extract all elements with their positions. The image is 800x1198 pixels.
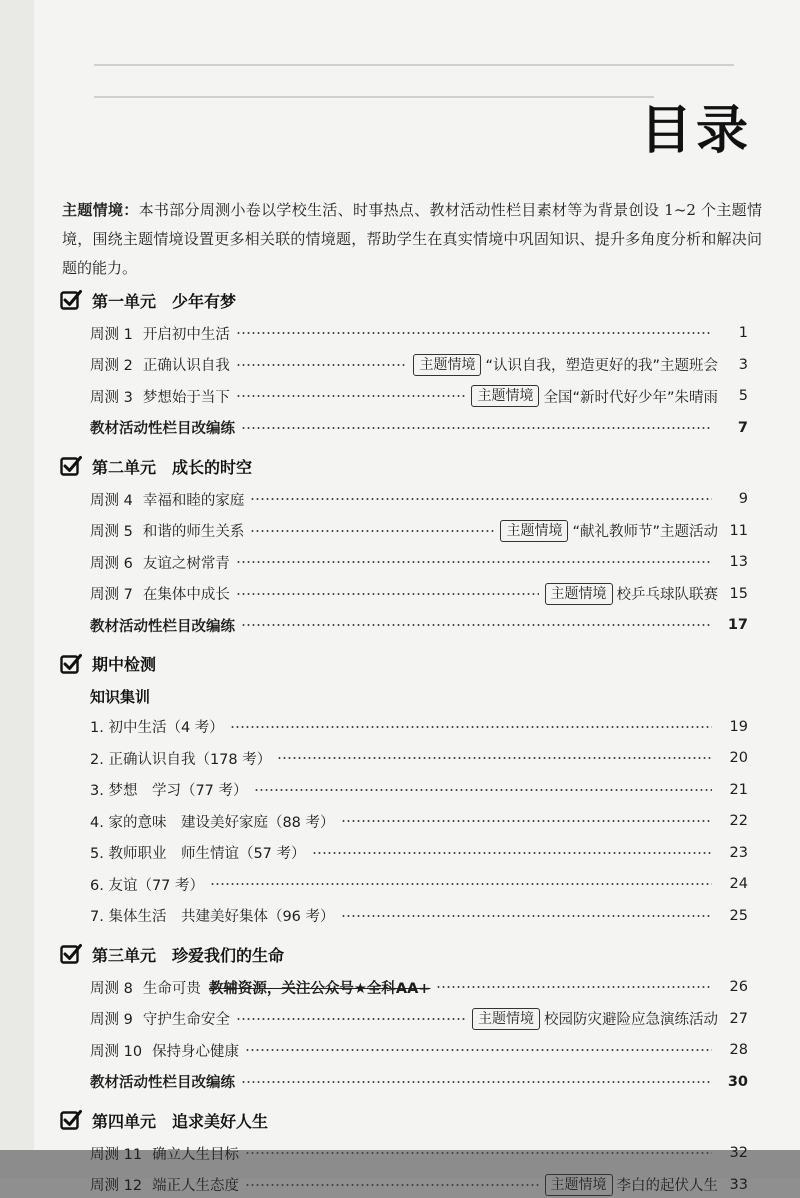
toc-row [90,1140,748,1166]
intro-text: 本书部分周测小卷以学校生活、时事热点、教材活动性栏目素材等为背景创设 1~2 个主题情境，围绕主题情境设置更多相关联的情境题，帮助学生在真实情境中巩固知识、提升多角度分析和解决问题的能力。 [62,201,762,277]
dot-leader [236,561,712,563]
page-number: 28 [729,1042,748,1058]
dot-leader [210,883,712,885]
checkbox-checked-icon [60,943,82,965]
toc-entry-title: 教材活动性栏目改编练 [90,421,235,437]
unit-title: 第一单元 少年有梦 [92,291,237,311]
checkbox-checked-icon [60,455,82,477]
watermark-text: 教辅资源，关注公众号★全科AA+ [208,980,431,997]
unit-header [60,650,156,678]
dot-leader [236,593,539,595]
toc-row [90,612,748,638]
dot-leader [254,789,712,791]
week-number: 周测 9 [90,1012,133,1028]
page-number: 15 [729,585,748,602]
page-number: 23 [729,844,748,861]
toc-entry-title: 在集体中成长 [142,587,230,603]
theme-context-description: 全国“新时代好少年”朱晴雨 [543,389,718,406]
theme-context-description: 李白的起伏人生 [616,1178,718,1194]
page-number: 17 [727,617,748,633]
toc-entry-title: 端正人生态度 [152,1178,240,1194]
unit-title: 第三单元 珍爱我们的生命 [92,945,285,965]
week-number: 周测 11 [90,1146,143,1163]
theme-context-badge: 主题情境 [545,1174,613,1196]
page-number: 21 [729,781,748,798]
toc-entry-title: 5. 教师职业 师生情谊（57 考） [90,846,306,862]
unit-title: 第四单元 追求美好人生 [92,1111,269,1131]
toc-row [90,745,748,771]
toc-row [90,1172,748,1198]
page-number: 5 [738,388,748,404]
toc-row [90,1006,748,1032]
page-number: 33 [729,1176,748,1193]
dot-leader [245,1184,538,1186]
week-number: 周测 2 [90,358,133,374]
unit-header [60,1106,268,1134]
theme-context-badge: 主题情境 [545,583,613,605]
week-number: 周测 1 [90,326,133,343]
page-number: 32 [729,1145,748,1161]
week-number: 周测 7 [90,587,133,603]
toc-entry-title: 守护生命安全 [142,1012,230,1028]
week-number: 周测 6 [90,555,133,572]
page-number: 7 [737,419,748,436]
toc-row [90,1069,748,1095]
week-number: 周测 3 [90,389,133,406]
dot-leader [245,1049,712,1051]
week-number: 周测 4 [90,492,133,509]
page-binding-edge [0,0,35,1150]
toc-row [90,581,748,607]
page-number: 27 [729,1010,748,1027]
dot-leader [236,332,712,334]
checkbox-checked-icon [60,1109,82,1131]
toc-entry-title: 6. 友谊（77 考） [90,877,205,894]
toc-row [90,415,748,441]
toc-entry-title: 保持身心健康 [152,1043,240,1060]
intro-label: 主题情境： [62,201,139,219]
dot-leader [312,852,712,854]
toc-row [90,518,748,544]
toc-entry-title: 4. 家的意味 建设美好家庭（88 考） [90,814,335,831]
toc-entry-title: 教材活动性栏目改编练 [90,1075,235,1091]
toc-entry-title: 梦想始于当下 [142,389,230,406]
page-number: 1 [738,325,748,341]
bleed-through-line [94,96,654,98]
dot-leader [236,364,408,366]
toc-row [90,871,748,897]
dot-leader [245,1152,712,1154]
toc-entry-title: 友谊之树常青 [142,555,230,572]
page-number: 25 [729,907,748,924]
toc-entry-title: 3. 梦想 学习（77 考） [90,783,248,799]
theme-context-description: “献礼教师节”主题活动 [572,524,718,540]
toc-entry-title: 教材活动性栏目改编练 [90,618,235,635]
toc-entry-title: 确立人生目标 [152,1146,240,1163]
dot-leader [230,726,712,728]
theme-context-description: “认识自我，塑造更好的我”主题班会 [485,358,718,374]
toc-entry-title: 和谐的师生关系 [142,524,245,540]
toc-entry-title: 2. 正确认识自我（178 考） [90,751,272,768]
page-number: 26 [729,979,748,995]
theme-context-badge: 主题情境 [471,385,539,407]
dot-leader [250,530,494,532]
toc-row [90,777,748,803]
dot-leader [241,1081,712,1083]
week-number: 周测 8 [90,980,133,997]
dot-leader [341,820,712,822]
toc-entry-title: 幸福和睦的家庭 [142,492,245,509]
dot-leader [241,427,712,429]
dot-leader [341,915,712,917]
toc-entry-title: 开启初中生活 [142,326,230,343]
toc-row [90,840,748,866]
toc-row [90,974,748,1000]
dot-leader [436,986,712,988]
toc-entry-title: 7. 集体生活 共建美好集体（96 考） [90,909,335,925]
checkbox-checked-icon [60,653,82,675]
toc-entry-title: 生命可贵 [142,980,201,997]
toc-row [90,1037,748,1063]
toc-row [90,808,748,834]
toc-row [90,383,748,409]
toc-row [90,903,748,929]
page-number: 22 [729,813,748,829]
unit-title: 第二单元 成长的时空 [92,457,253,477]
toc-row [90,714,748,740]
unit-header [60,286,236,314]
dot-leader [241,624,712,626]
dot-leader [277,757,712,759]
intro-paragraph [62,196,762,283]
page-title: 目录 [639,101,752,161]
theme-context-badge: 主题情境 [472,1008,540,1030]
toc-row [90,352,748,378]
page-number: 19 [729,718,748,735]
toc-entry-title: 正确认识自我 [142,358,230,374]
week-number: 周测 12 [90,1178,143,1194]
bleed-through-line [94,64,734,66]
unit-title: 期中检测 [92,655,157,674]
page-number: 24 [729,876,748,892]
page-number: 13 [729,554,748,570]
page-number: 11 [729,522,748,539]
toc-row [90,320,748,346]
theme-context-badge: 主题情境 [413,354,481,376]
week-number: 周测 10 [90,1043,143,1060]
toc-row [90,486,748,512]
toc-entry-title: 1. 初中生活（4 考） [90,720,224,736]
dot-leader [236,395,466,397]
page-number: 20 [729,750,748,766]
theme-context-description: 校乒乓球队联赛 [616,587,718,603]
unit-header [60,452,252,480]
dot-leader [250,498,712,500]
page-number: 3 [738,356,748,373]
section-subtitle: 知识集训 [90,687,151,706]
unit-header [60,940,284,968]
dot-leader [236,1018,466,1020]
theme-context-badge: 主题情境 [500,520,568,542]
toc-row [90,549,748,575]
page-number: 9 [738,491,748,507]
week-number: 周测 5 [90,524,133,540]
page-number: 30 [727,1073,748,1090]
checkbox-checked-icon [60,289,82,311]
theme-context-description: 校园防灾避险应急演练活动 [544,1012,718,1028]
